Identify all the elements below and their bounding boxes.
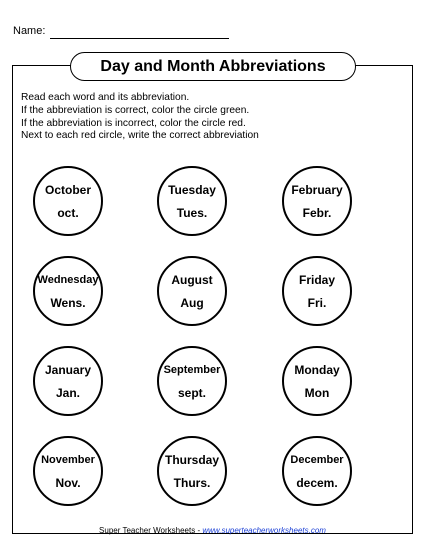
month-day-word: August	[171, 272, 213, 287]
month-day-word: Thursday	[164, 452, 219, 467]
instruction-line: If the abbreviation is incorrect, color the circle red.	[21, 117, 246, 129]
worksheet-title: Day and Month Abbreviations	[70, 52, 356, 81]
month-day-word: January	[44, 362, 92, 377]
abbreviation: oct.	[57, 205, 79, 220]
abbreviation: Febr.	[302, 205, 332, 220]
answer-circle[interactable]	[282, 256, 352, 326]
month-day-word: October	[44, 182, 91, 197]
answer-circle[interactable]	[33, 256, 103, 326]
abbreviation: Tues.	[176, 205, 208, 220]
answer-circle[interactable]	[33, 436, 103, 506]
footer-site-link[interactable]: www.superteacherworksheets.com	[202, 526, 326, 535]
answer-circle[interactable]	[33, 166, 103, 236]
answer-circle[interactable]	[282, 346, 352, 416]
name-label: Name:	[13, 25, 46, 37]
footer	[0, 526, 425, 535]
answer-circle[interactable]	[157, 166, 227, 236]
instruction-line: Read each word and its abbreviation.	[21, 92, 190, 103]
abbreviation: sept.	[177, 385, 206, 400]
abbreviation: Aug	[180, 295, 204, 310]
instructions	[21, 92, 259, 143]
abbreviation: Jan.	[55, 385, 80, 400]
month-day-word: Wednesday	[37, 273, 99, 286]
answer-circle[interactable]	[157, 256, 227, 326]
answer-circle[interactable]	[157, 346, 227, 416]
answer-circle[interactable]	[33, 346, 103, 416]
answer-circle[interactable]	[157, 436, 227, 506]
abbreviation: Nov.	[55, 475, 81, 490]
footer-brand: Super Teacher Worksheets -	[99, 526, 203, 535]
month-day-word: Monday	[294, 362, 340, 377]
month-day-word: February	[291, 182, 343, 197]
month-day-word: September	[163, 363, 221, 376]
instruction-line: If the abbreviation is correct, color the circle green.	[21, 104, 250, 116]
abbreviation: Wens.	[50, 295, 86, 310]
month-day-word: December	[290, 453, 344, 466]
month-day-word: November	[41, 453, 95, 466]
abbreviation: decem.	[296, 475, 338, 490]
month-day-word: Tuesday	[168, 182, 216, 197]
month-day-word: Friday	[298, 272, 335, 287]
instruction-line: Next to each red circle, write the correct abbreviation	[21, 130, 259, 142]
abbreviation: Thurs.	[173, 475, 211, 490]
abbreviation: Mon	[304, 385, 330, 400]
abbreviation: Fri.	[307, 295, 327, 310]
name-field-line[interactable]	[50, 38, 229, 39]
answer-circle[interactable]	[282, 166, 352, 236]
answer-circle[interactable]	[282, 436, 352, 506]
